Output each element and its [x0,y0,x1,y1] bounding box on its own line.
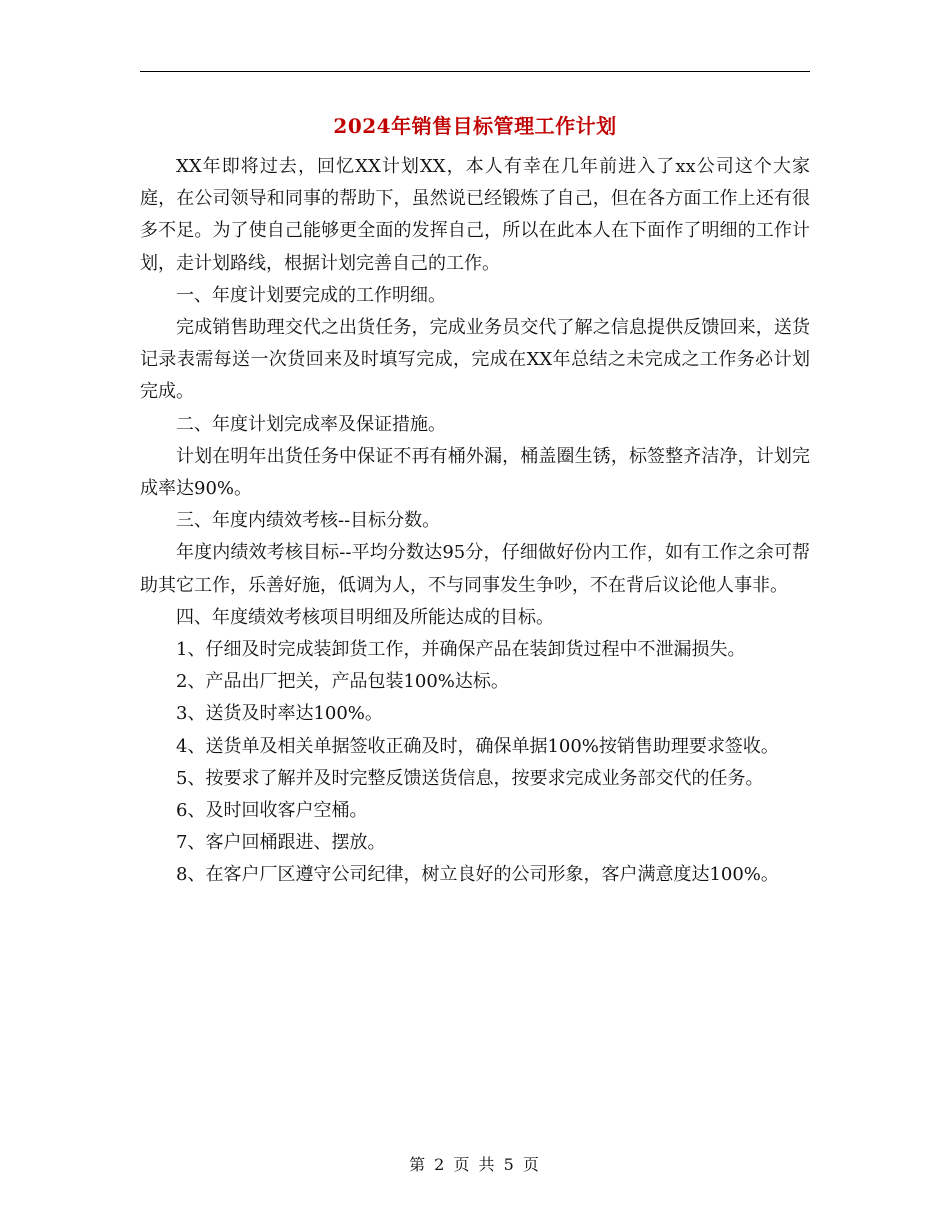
list-item-4: 4、送货单及相关单据签收正确及时，确保单据100%按销售助理要求签收。 [176,735,779,757]
document-title: 2024年销售目标管理工作计划 [333,114,617,138]
list-item-7: 7、客户回桶跟进、摆放。 [176,832,386,854]
list-item-5: 5、按要求了解并及时完整反馈送货信息，按要求完成业务部交代的任务。 [176,767,764,789]
section-heading-4: 四、年度绩效考核项目明细及所能达成的目标。 [176,606,554,628]
list-item-3: 3、送货及时率达100%。 [176,703,383,725]
paragraph-3: 年度内绩效考核目标--平均分数达95分，仔细做好份内工作，如有工作之余可帮助其它工作，乐善好施，低调为人，不与同事发生争吵，不在背后议论他人事非。 [140,542,810,596]
page-footer: 第 2 页 共 5 页 [409,1155,541,1174]
document-body [140,151,810,892]
paragraph-intro: XX年即将过去，回忆XX计划XX，本人有幸在几年前进入了xx公司这个大家庭，在公司领导和同事的帮助下，虽然说已经锻炼了自己，但在各方面工作上还有很多不足。为了使自己能够更全面的发挥自己，所以在此本人在下面作了明细的工作计划，走计划路线，根据计划完善自己的工作。 [140,156,810,274]
list-item-2: 2、产品出厂把关，产品包装100%达标。 [176,671,509,693]
list-item-8: 8、在客户厂区遵守公司纪律，树立良好的公司形象，客户满意度达100%。 [176,864,779,886]
list-item-1: 1、仔细及时完成装卸货工作，并确保产品在装卸货过程中不泄漏损失。 [176,639,746,661]
list-item-6: 6、及时回收客户空桶。 [176,800,368,822]
section-heading-3: 三、年度内绩效考核--目标分数。 [176,510,441,532]
section-heading-2: 二、年度计划完成率及保证措施。 [176,413,446,435]
paragraph-2: 计划在明年出货任务中保证不再有桶外漏，桶盖圈生锈，标签整齐洁净，计划完成率达90%。 [140,445,810,500]
header-rule [140,71,810,72]
section-heading-1: 一、年度计划要完成的工作明细。 [176,284,446,306]
paragraph-1: 完成销售助理交代之出货任务，完成业务员交代了解之信息提供反馈回来，送货记录表需每送一次货回来及时填写完成，完成在XX年总结之未完成之工作务必计划完成。 [140,317,810,403]
